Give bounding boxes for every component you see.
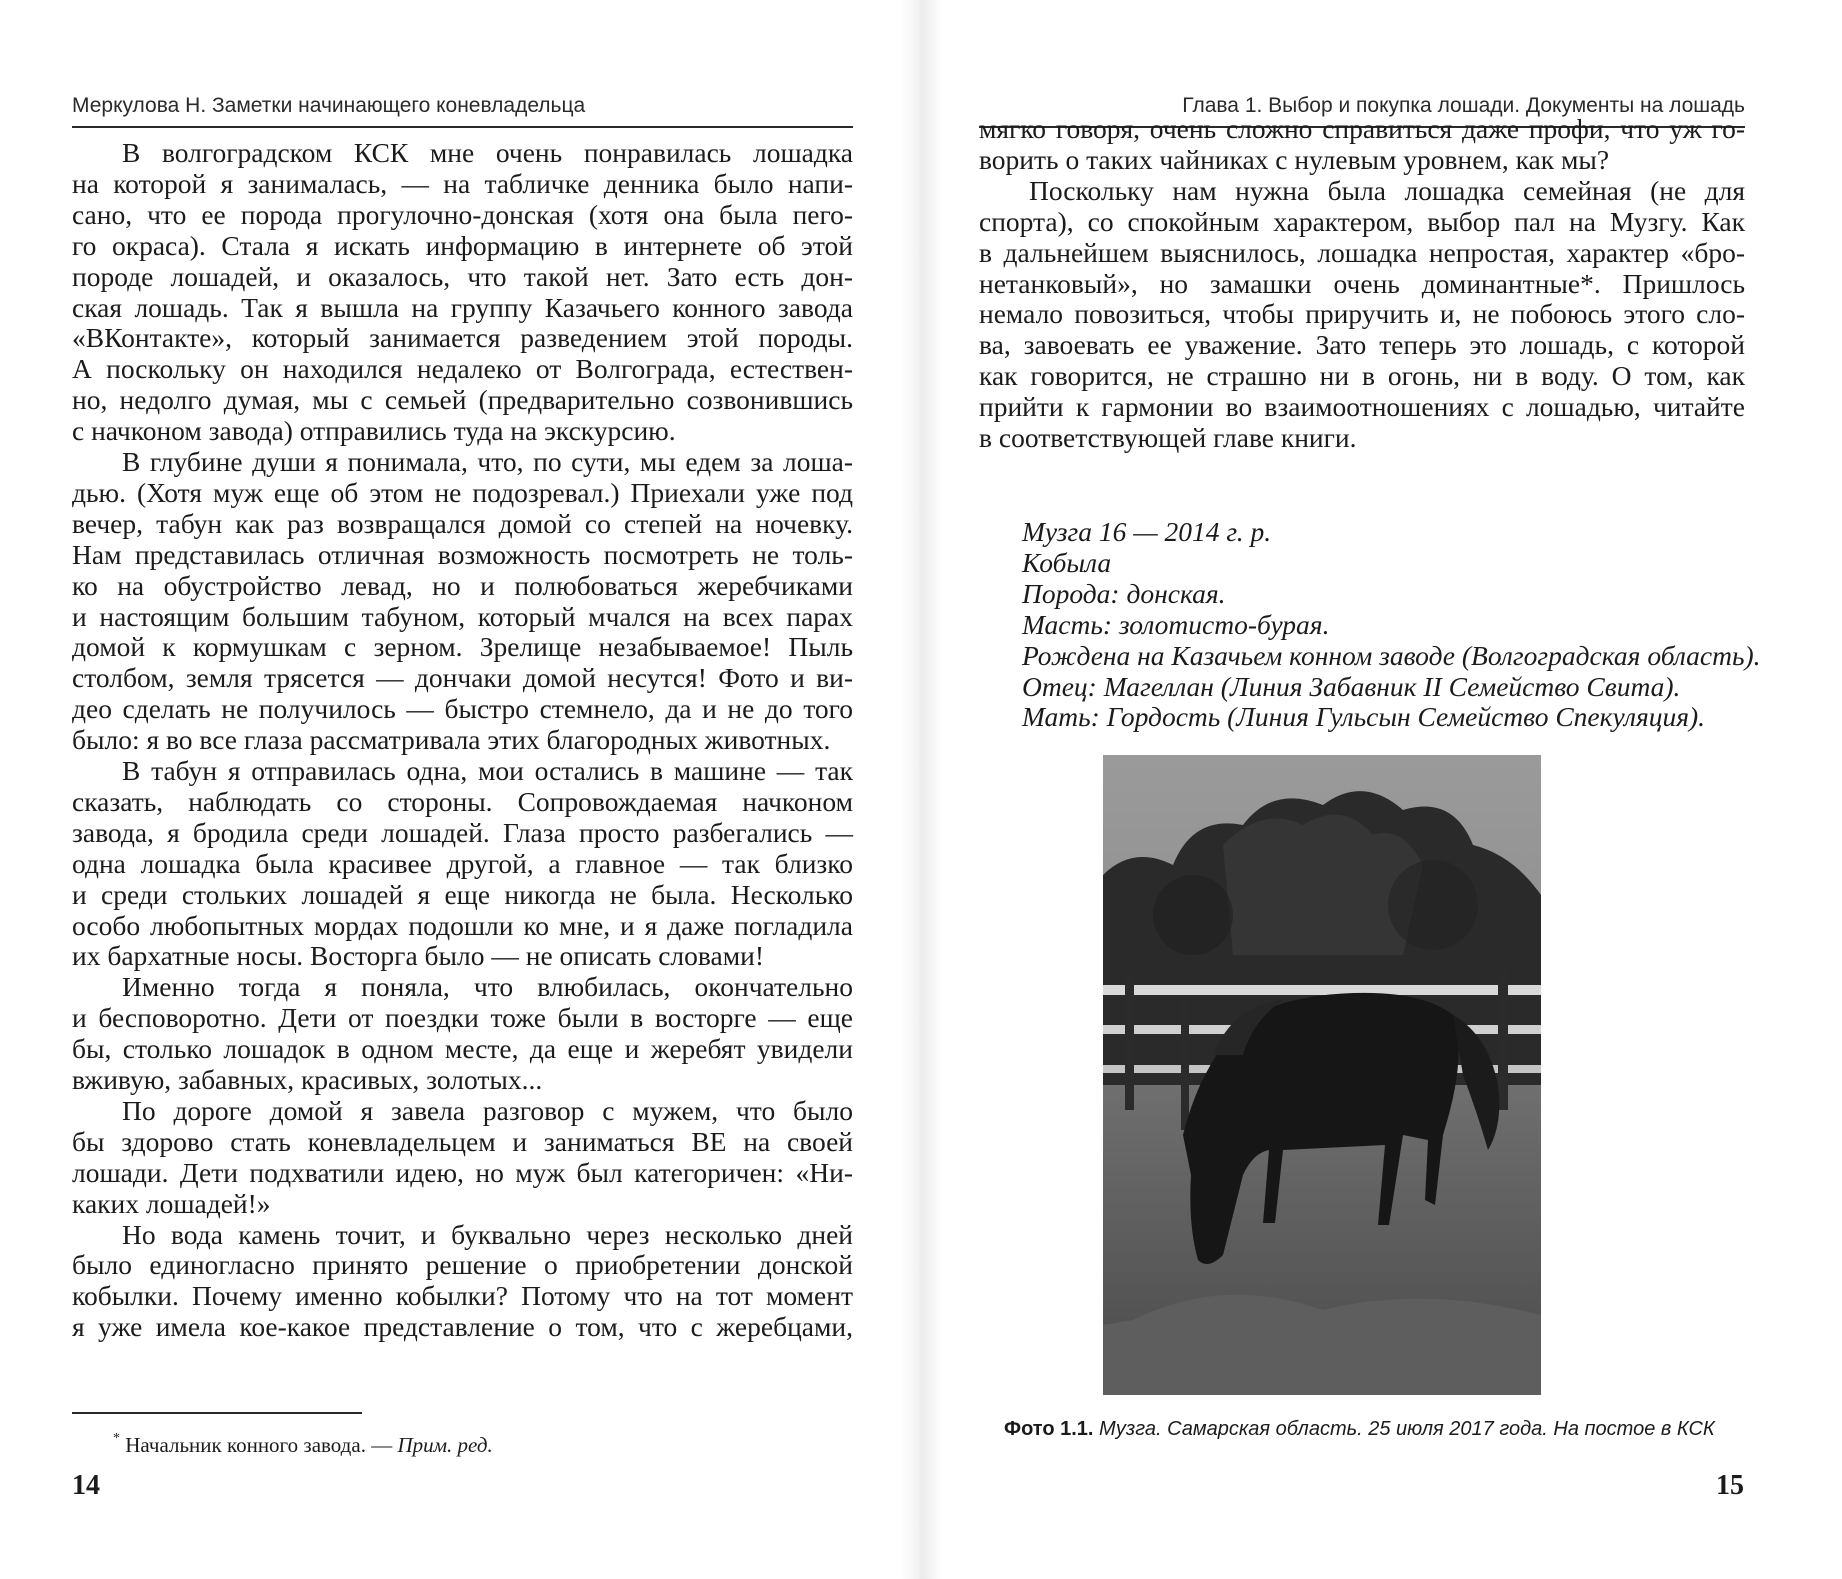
horse-info-line: Порода: донская.	[1022, 577, 1226, 609]
horse-info-line: Масть: золотисто-бурая.	[1022, 608, 1330, 640]
text-line: немало повозиться, чтобы приручить и, не побоюсь этого сло-	[979, 298, 1745, 330]
text-line: ко на обустройство левад, но и полюбоваться жеребчиками	[72, 569, 853, 601]
footnote	[113, 1433, 493, 1458]
text-line: и среди стольких лошадей я еще никогда не была. Несколько	[72, 878, 853, 910]
horse-info-line: Рождена на Казачьем конном заводе (Волгоградская область).	[1022, 639, 1761, 671]
text-line: В глубине души я понимала, что, по сути, мы едем за лоша-	[122, 446, 853, 477]
text-line: одна лошадка была красивее другой, а главное — так близко	[72, 847, 853, 879]
text-line: ва, завоевать ее уважение. Зато теперь это лошадь, с которой	[979, 329, 1745, 361]
text-line: бы, столько лошадок в одном месте, да еще и жеребят увидели	[72, 1033, 853, 1065]
text-line: ская лошадь. Так я вышла на группу Казачьего конного завода	[72, 291, 853, 323]
right-page	[921, 0, 1842, 1579]
text-line: В волгоградском КСК мне очень понравилась лошадка	[122, 137, 853, 168]
left-running-head: Меркулова Н. Заметки начинающего коневладельца	[72, 94, 586, 117]
text-line: А поскольку он находился недалеко от Волгограда, естествен-	[72, 353, 853, 385]
text-line: как говорится, не страшно ни в огонь, ни в воду. О том, как	[979, 360, 1745, 392]
text-line: в дальнейшем выяснилось, лошадка непростая, характер «бро-	[979, 236, 1745, 268]
text-line: лошади. Дети подхватили идею, но муж был категоричен: «Ни-	[72, 1156, 853, 1188]
text-line: столбом, земля трясется — дончаки домой несутся! Фото и ви-	[72, 662, 853, 694]
text-line: Именно тогда я поняла, что влюбилась, окончательно	[122, 971, 853, 1003]
text-line: го окраса). Стала я искать информацию в интернете об этой	[72, 229, 853, 261]
footnote-rule	[72, 1412, 362, 1414]
text-line: Но вода камень точит, и буквально через несколько дней	[122, 1218, 853, 1250]
text-line: мягко говоря, очень сложно справиться даже профи, что уж го-	[979, 113, 1745, 144]
text-line: с начконом завода) отправились туда на экскурсию.	[72, 415, 676, 447]
text-line: сано, что ее порода прогулочно-донская (хотя она была пего-	[72, 198, 853, 230]
text-line: на которой я занималась, — на табличке денника было напи-	[72, 167, 853, 199]
footnote-text: Начальник конного завода. —	[125, 1433, 393, 1457]
text-line: кобылки. Почему именно кобылки? Потому что на тот момент	[72, 1280, 853, 1312]
text-line: Нам представилась отличная возможность посмотреть не толь-	[72, 538, 853, 570]
right-running-head: Глава 1. Выбор и покупка лошади. Документы на лошадь	[1182, 94, 1745, 117]
text-line: но, недолго думая, мы с семьей (предварительно созвонившись	[72, 384, 853, 416]
horse-photo	[1103, 755, 1541, 1395]
text-line: я уже имела кое-какое представление о том, что с жеребцами,	[72, 1311, 853, 1343]
text-line: део сделать не получилось — быстро стемнело, да и не до того	[72, 693, 853, 725]
horse-info-line: Мать: Гордость (Линия Гульсын Семейство Спекуляция).	[1022, 701, 1706, 733]
text-line: По дороге домой я завела разговор с мужем, что было	[122, 1094, 853, 1126]
text-line: и настоящим большим табуном, который мчался на всех парах	[72, 600, 853, 632]
text-line: вечер, табун как раз возвращался домой со степей на ночевку.	[72, 507, 853, 539]
text-line: особо любопытных мордах подошли ко мне, и я даже погладила	[72, 909, 853, 941]
text-line: завода, я бродила среди лошадей. Глаза просто разбегались —	[72, 816, 853, 848]
text-line: вживую, забавных, красивых, золотых...	[72, 1064, 543, 1095]
text-line: домой к кормушкам с зерном. Зрелище незабываемое! Пыль	[72, 631, 853, 663]
text-line: и бесповоротно. Дети от поездки тоже были в восторге — еще	[72, 1002, 853, 1034]
text-line: их бархатные носы. Восторга было — не описать словами!	[72, 940, 764, 972]
footnote-editor-note: Прим. ред.	[397, 1433, 493, 1457]
horse-info-line: Кобыла	[1022, 546, 1112, 578]
text-line: ворить о таких чайниках с нулевым уровнем, как мы?	[979, 143, 1610, 175]
text-line: В табун я отправилась одна, мои остались в машине — так	[122, 755, 853, 786]
horse-info-line: Музга 16 — 2014 г. р.	[1022, 516, 1272, 547]
text-line: Поскольку нам нужна была лошадка семейная (не для	[1029, 174, 1745, 206]
photo-caption-text: Музга. Самарская область. 25 июля 2017 года. На постое в КСК	[1099, 1418, 1715, 1440]
left-page-number: 14	[72, 1470, 100, 1501]
text-line: «ВКонтакте», который занимается разведением этой породы.	[72, 322, 853, 354]
text-line: было единогласно принято решение о приобретении донской	[72, 1249, 853, 1281]
photo-caption	[1004, 1418, 1715, 1441]
text-line: в соответствующей главе книги.	[979, 422, 1357, 453]
text-line: каких лошадей!»	[72, 1187, 271, 1219]
text-line: сказать, наблюдать со стороны. Сопровождаемая начконом	[72, 785, 853, 817]
right-page-number: 15	[1716, 1470, 1744, 1501]
text-line: дью. (Хотя муж еще об этом не подозревал.) Приехали уже под	[72, 476, 853, 508]
text-line: породе лошадей, и оказалось, что такой нет. Зато есть дон-	[72, 260, 853, 292]
text-line: спорта), со спокойным характером, выбор пал на Музгу. Как	[979, 205, 1745, 237]
text-line: прийти к гармонии во взаимоотношениях с лошадью, читайте	[979, 391, 1745, 423]
left-head-rule	[72, 126, 853, 128]
horse-info-line: Отец: Магеллан (Линия Забавник II Семейство Свита).	[1022, 670, 1681, 702]
text-line: бы здорово стать коневладельцем и заниматься ВЕ на своей	[72, 1125, 853, 1157]
footnote-mark: *	[113, 1431, 120, 1446]
text-line: было: я во все глаза рассматривала этих благородных животных.	[72, 724, 831, 756]
text-line: нетанковый», но замашки очень доминантные*. Пришлось	[979, 267, 1745, 299]
photo-label: Фото 1.1.	[1004, 1418, 1094, 1440]
